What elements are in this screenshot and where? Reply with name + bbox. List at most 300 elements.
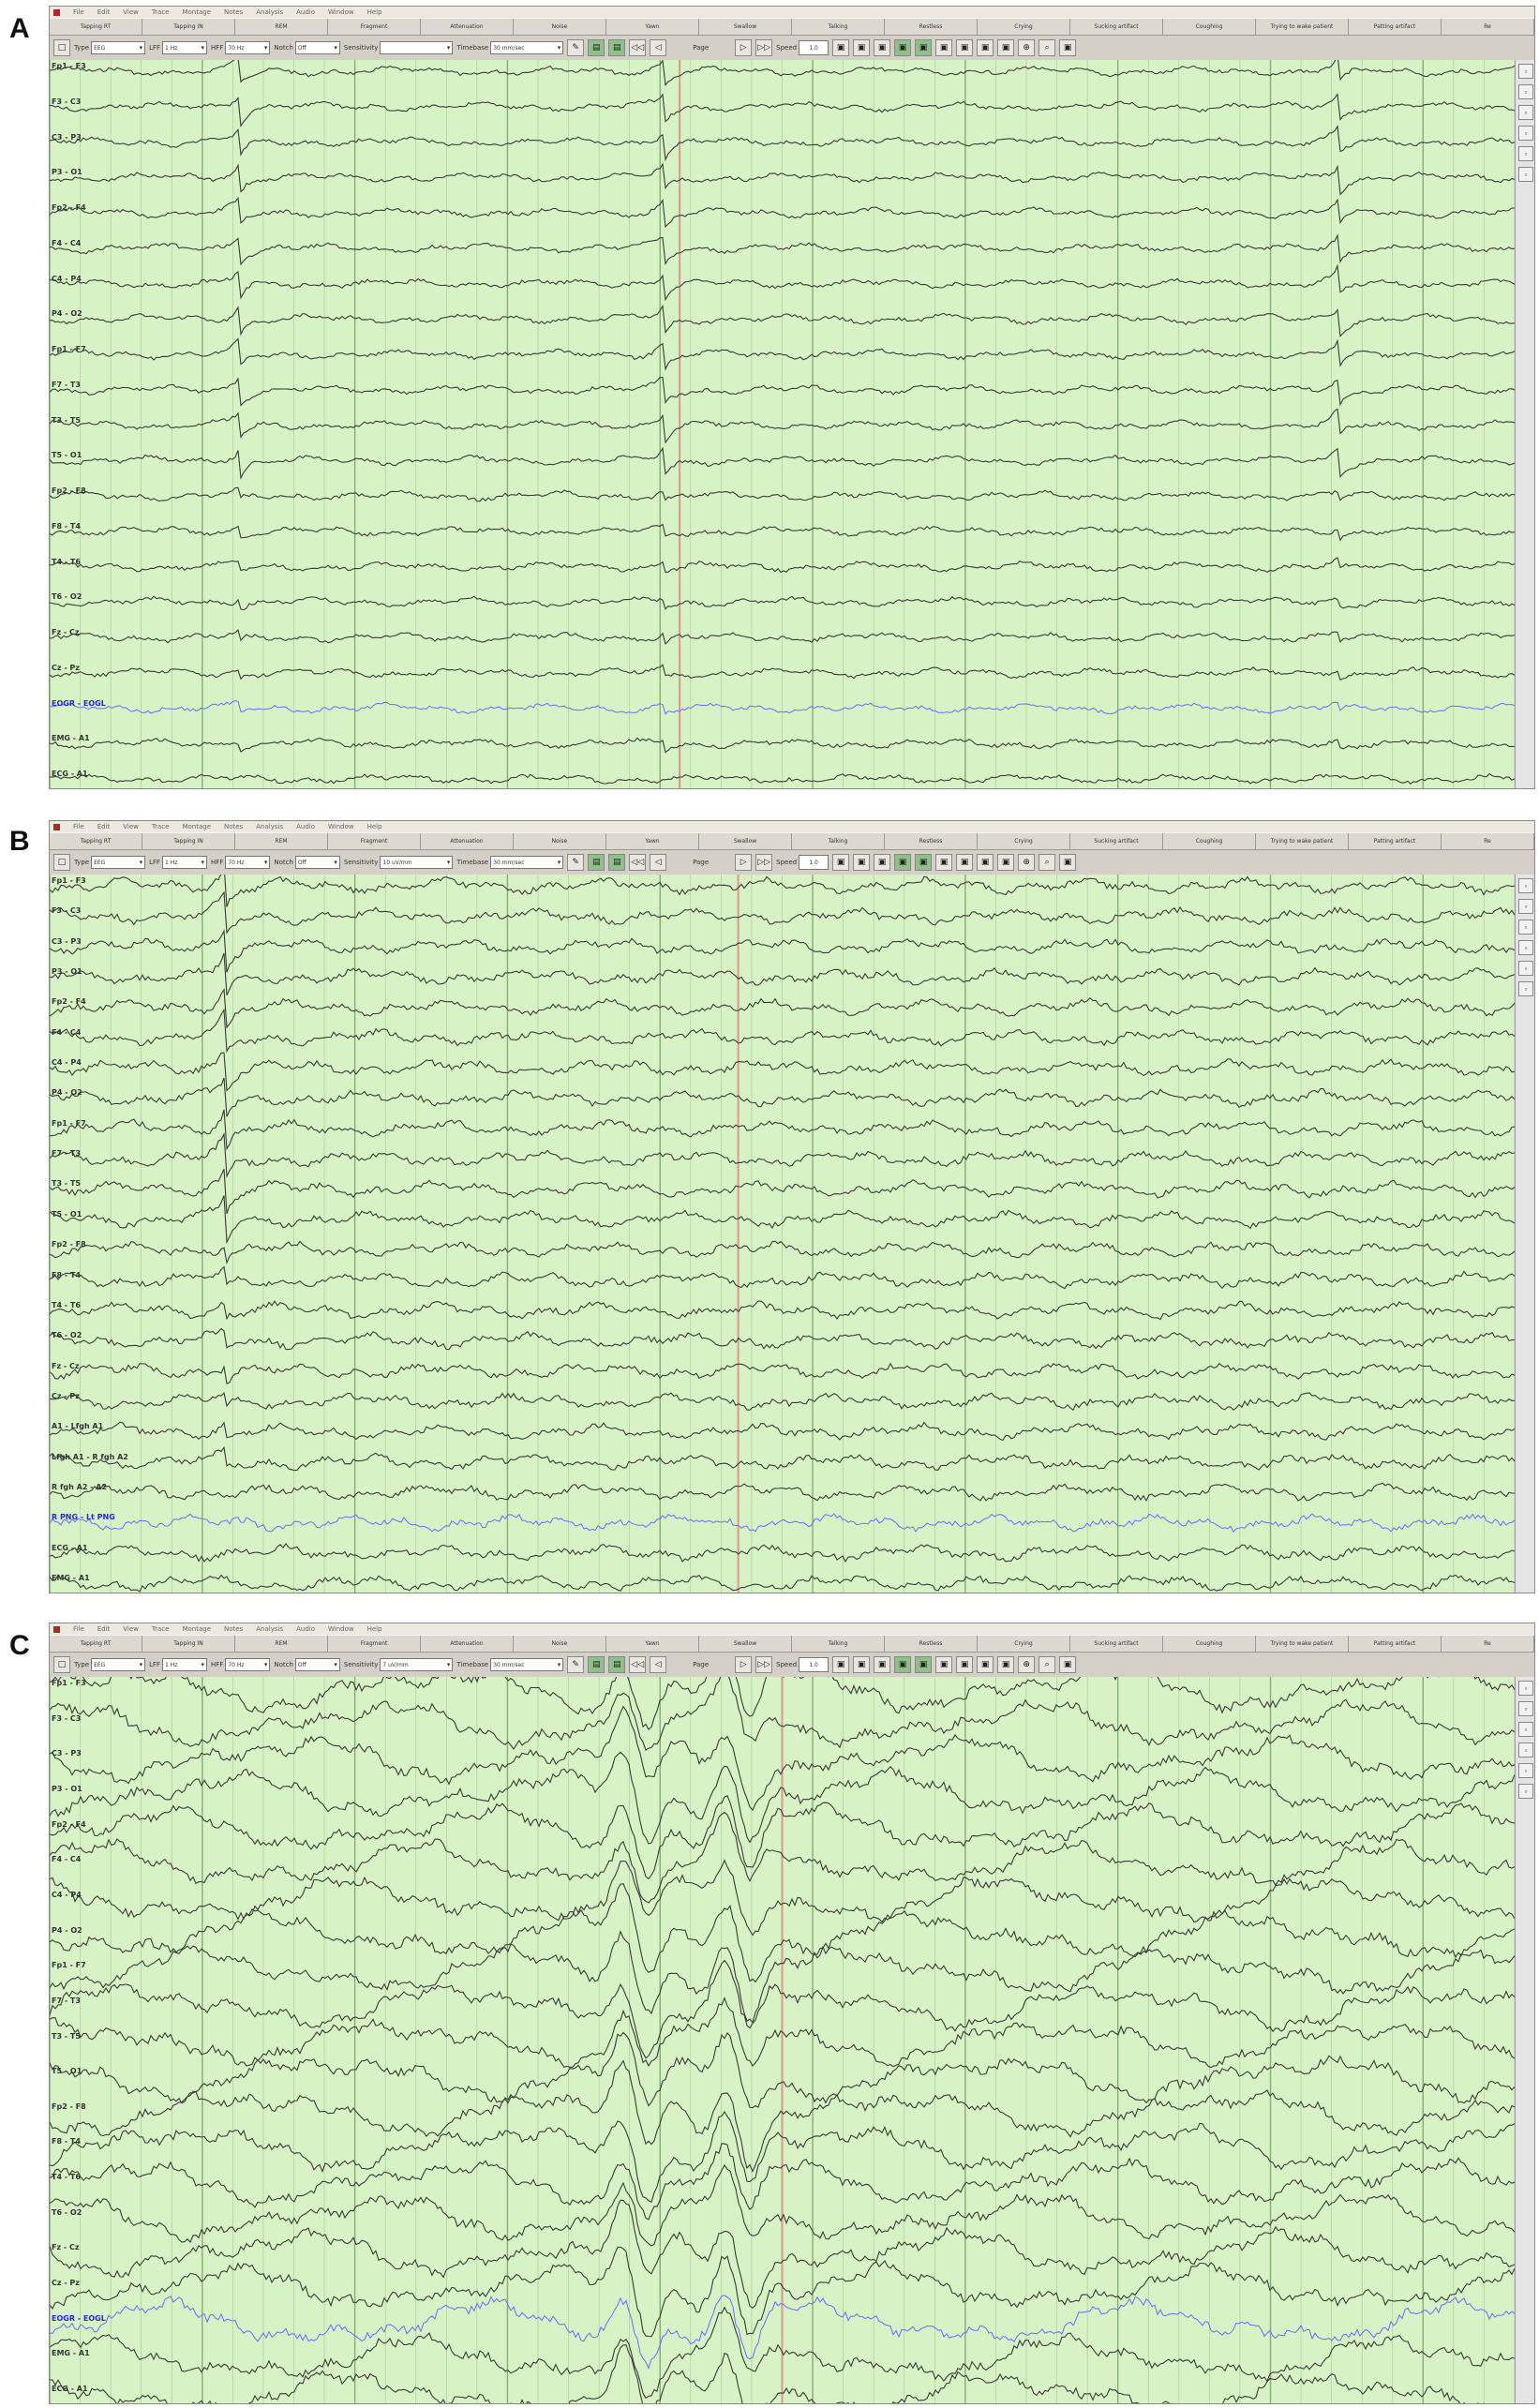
channel-label: C3 - P3 bbox=[52, 1749, 82, 1758]
lff-label: LFF bbox=[149, 44, 161, 52]
fast-forward-icon[interactable]: ▷▷ bbox=[755, 39, 772, 56]
sensitivity-select[interactable] bbox=[380, 41, 453, 54]
hff-control bbox=[211, 41, 270, 54]
channel-label: P3 - O1 bbox=[52, 1784, 82, 1793]
side-tool-strip bbox=[1515, 60, 1535, 789]
sensitivity-control bbox=[344, 1658, 453, 1671]
search-icon[interactable]: ⌕ bbox=[1038, 854, 1055, 871]
event-button-row bbox=[50, 832, 1534, 850]
menu-item[interactable]: View bbox=[123, 823, 139, 830]
scale-down-icon[interactable]: ▫ bbox=[1518, 1701, 1533, 1716]
type-select[interactable] bbox=[91, 1658, 145, 1671]
channel-label: T6 - O2 bbox=[52, 592, 82, 602]
channel-label: EOGR - EOGL bbox=[52, 2313, 106, 2323]
channel-label: T3 - T5 bbox=[52, 1179, 81, 1189]
toolbar bbox=[50, 1653, 1534, 1678]
channel-label: Fp2 - F4 bbox=[52, 1819, 86, 1829]
spike-icon[interactable]: ▣ bbox=[853, 1656, 870, 1673]
event-button[interactable]: Trying to wake patient bbox=[1256, 833, 1349, 849]
menu-item[interactable]: Analysis bbox=[256, 8, 284, 16]
channel-label: F8 - T4 bbox=[52, 1270, 81, 1279]
speed-value: 1.0 bbox=[809, 859, 818, 866]
event-icon[interactable]: ▤ bbox=[608, 39, 625, 56]
menu-item[interactable]: File bbox=[73, 823, 84, 830]
event-button[interactable]: Coughing bbox=[1163, 19, 1256, 35]
event-button-row bbox=[50, 1635, 1534, 1653]
spectrum-icon[interactable]: ▣ bbox=[956, 854, 973, 871]
speed-value: 1.0 bbox=[809, 44, 818, 52]
lff-label: LFF bbox=[149, 859, 161, 866]
notch-control bbox=[274, 856, 340, 869]
timebase-control bbox=[456, 41, 563, 54]
zoom-icon[interactable]: ⊕ bbox=[1018, 854, 1035, 871]
event-button[interactable]: Noise bbox=[514, 1636, 606, 1652]
menu-item[interactable]: Montage bbox=[182, 8, 212, 16]
event-button[interactable]: REM bbox=[235, 833, 328, 849]
channel-label: F3 - C3 bbox=[52, 97, 82, 106]
event-button[interactable]: Sucking artifact bbox=[1070, 19, 1163, 35]
channel-label: Lfgh A1 - R fgh A2 bbox=[52, 1452, 128, 1461]
hff-label: HFF bbox=[211, 44, 224, 52]
channel-icon[interactable]: ▫ bbox=[1518, 1784, 1533, 1799]
menu-bar bbox=[50, 821, 1534, 832]
event-button[interactable]: Patting artifact bbox=[1349, 19, 1442, 35]
gain-icon[interactable]: ▣ bbox=[874, 39, 890, 56]
channel-label: Fp2 - F8 bbox=[52, 2101, 86, 2111]
amplitude-icon[interactable]: ▫ bbox=[1518, 940, 1533, 955]
fast-forward-icon[interactable]: ▷▷ bbox=[755, 854, 772, 871]
scale-up-icon[interactable]: ▫ bbox=[1518, 1681, 1533, 1696]
menu-item[interactable]: Edit bbox=[97, 823, 111, 830]
video-icon[interactable]: ▣ bbox=[997, 854, 1014, 871]
menu-bar bbox=[50, 1623, 1534, 1635]
type-value: EEG bbox=[94, 44, 106, 52]
menu-item[interactable]: Help bbox=[366, 823, 382, 830]
type-select[interactable] bbox=[91, 41, 145, 54]
panel-letter: A bbox=[9, 13, 30, 44]
fast-forward-icon[interactable]: ▷▷ bbox=[755, 1656, 772, 1673]
event-button[interactable]: Sucking artifact bbox=[1070, 833, 1163, 849]
channel-label: Fz - Cz bbox=[52, 1361, 80, 1370]
hff-value: 70 Hz bbox=[228, 44, 245, 52]
amplitude-icon[interactable]: ▫ bbox=[1518, 126, 1533, 141]
event-button[interactable]: Trying to wake patient bbox=[1256, 1636, 1349, 1652]
event-icon[interactable]: ▤ bbox=[588, 39, 605, 56]
channel-label: Fp2 - F4 bbox=[52, 997, 86, 1007]
channel-label: Fp1 - F3 bbox=[52, 1679, 86, 1687]
lff-control bbox=[149, 1658, 207, 1671]
speed-field[interactable] bbox=[799, 1657, 829, 1672]
sensitivity-control bbox=[344, 41, 453, 54]
overlay-icon[interactable]: ▣ bbox=[915, 1656, 932, 1673]
channel-label: P4 - O2 bbox=[52, 1925, 82, 1935]
eeg-viewer-window bbox=[49, 820, 1535, 1593]
type-control bbox=[74, 1658, 145, 1671]
sensitivity-control bbox=[344, 856, 453, 869]
menu-item[interactable]: Edit bbox=[97, 8, 111, 16]
timebase-value: 30 mm/sec bbox=[493, 859, 525, 866]
measure-icon[interactable]: ▣ bbox=[1059, 854, 1076, 871]
hff-select[interactable] bbox=[225, 1658, 270, 1671]
type-select[interactable] bbox=[91, 856, 145, 869]
trend-icon[interactable]: ▣ bbox=[977, 1656, 994, 1673]
lff-value: 1 Hz bbox=[165, 1661, 178, 1668]
event-icon[interactable]: ▤ bbox=[588, 854, 605, 871]
search-icon[interactable]: ⌕ bbox=[1038, 1656, 1055, 1673]
channel-label: ECG - A1 bbox=[52, 1543, 88, 1552]
lff-select[interactable] bbox=[162, 1658, 207, 1671]
event-button[interactable]: Noise bbox=[514, 833, 606, 849]
speed-field[interactable] bbox=[799, 40, 829, 55]
event-button[interactable]: Swallow bbox=[699, 833, 792, 849]
marker-icon[interactable]: ✎ bbox=[567, 39, 584, 56]
side-tool-strip bbox=[1515, 1677, 1535, 2404]
speed-control bbox=[776, 855, 829, 870]
scale-up-icon[interactable]: ▫ bbox=[1518, 878, 1533, 893]
timebase-select[interactable] bbox=[490, 856, 563, 869]
sensitivity-value: 7 uV/mm bbox=[382, 1661, 409, 1668]
event-button[interactable]: Noise bbox=[514, 19, 606, 35]
hff-value: 70 Hz bbox=[228, 859, 245, 866]
event-button[interactable]: REM bbox=[235, 1636, 328, 1652]
hff-label: HFF bbox=[211, 859, 224, 866]
panel-a bbox=[0, 0, 1539, 792]
event-list-icon[interactable]: ▣ bbox=[894, 1656, 911, 1673]
channel-label: F7 - T3 bbox=[52, 1149, 81, 1159]
search-icon[interactable]: ⌕ bbox=[1038, 39, 1055, 56]
event-button[interactable]: Yawn bbox=[606, 833, 699, 849]
timebase-label: Timebase bbox=[456, 859, 489, 866]
amplitude-icon[interactable]: ▫ bbox=[1518, 105, 1533, 120]
event-button[interactable]: Restless bbox=[885, 1636, 978, 1652]
notch-control bbox=[274, 41, 340, 54]
timebase-select[interactable] bbox=[490, 41, 563, 54]
channel-label: C3 - P3 bbox=[52, 132, 82, 142]
scale-down-icon[interactable]: ▫ bbox=[1518, 899, 1533, 914]
play-icon[interactable]: ▷ bbox=[735, 1656, 752, 1673]
notch-select[interactable] bbox=[295, 856, 340, 869]
channel-label: Fp1 - F7 bbox=[52, 1961, 86, 1970]
timebase-label: Timebase bbox=[456, 1661, 489, 1668]
sensitivity-label: Sensitivity bbox=[343, 44, 379, 52]
event-button[interactable]: Coughing bbox=[1163, 1636, 1256, 1652]
timebase-label: Timebase bbox=[456, 44, 489, 52]
spectrum-icon[interactable]: ▣ bbox=[956, 1656, 973, 1673]
event-button[interactable]: Sucking artifact bbox=[1070, 1636, 1163, 1652]
overlay-icon[interactable]: ▣ bbox=[915, 39, 932, 56]
gain-icon[interactable]: ▣ bbox=[874, 1656, 890, 1673]
menu-item[interactable]: File bbox=[73, 1625, 84, 1633]
channel-label: F8 - T4 bbox=[52, 2137, 81, 2146]
channel-label: T4 - T6 bbox=[52, 557, 81, 566]
amplitude-icon[interactable]: ▫ bbox=[1518, 1742, 1533, 1757]
event-button[interactable]: Talking bbox=[792, 19, 885, 35]
sensitivity-select[interactable] bbox=[380, 856, 453, 869]
event-button[interactable]: Tapping RT bbox=[50, 19, 142, 35]
event-button[interactable]: Restless bbox=[885, 833, 978, 849]
event-button[interactable]: Tapping RT bbox=[50, 833, 142, 849]
event-button[interactable]: Coughing bbox=[1163, 833, 1256, 849]
channel-label: Cz - Pz bbox=[52, 2279, 80, 2288]
channel-label: Fp1 - F3 bbox=[52, 876, 86, 885]
notch-label: Notch bbox=[274, 44, 293, 52]
channel-label: F8 - T4 bbox=[52, 521, 81, 531]
speed-control bbox=[776, 1657, 829, 1672]
menu-item[interactable]: Montage bbox=[182, 823, 212, 830]
event-button[interactable]: Swallow bbox=[699, 19, 792, 35]
eeg-trace-svg[interactable] bbox=[50, 1677, 1535, 2404]
gain-icon[interactable]: ▣ bbox=[874, 854, 890, 871]
type-control bbox=[74, 856, 145, 869]
channel-label: T5 - O1 bbox=[52, 1209, 82, 1219]
event-icon[interactable]: ▤ bbox=[608, 1656, 625, 1673]
filter-icon[interactable]: ▣ bbox=[832, 39, 849, 56]
trend-icon[interactable]: ▣ bbox=[977, 854, 994, 871]
menu-item[interactable]: File bbox=[73, 8, 84, 16]
rewind-icon[interactable]: ◁◁ bbox=[629, 39, 646, 56]
event-button[interactable]: Yawn bbox=[606, 1636, 699, 1652]
menu-item[interactable]: Trace bbox=[151, 8, 170, 16]
app-icon bbox=[53, 1626, 60, 1633]
map-icon[interactable]: ▣ bbox=[935, 39, 952, 56]
back-icon[interactable]: ◁ bbox=[650, 1656, 666, 1673]
overlay-icon[interactable]: ▣ bbox=[915, 854, 932, 871]
video-icon[interactable]: ▣ bbox=[997, 1656, 1014, 1673]
event-button[interactable]: Crying bbox=[978, 19, 1070, 35]
channel-label: T6 - O2 bbox=[52, 2207, 82, 2217]
scale-down-icon[interactable]: ▫ bbox=[1518, 84, 1533, 99]
amplitude-icon[interactable]: ▫ bbox=[1518, 146, 1533, 161]
event-button[interactable]: Restless bbox=[885, 19, 978, 35]
eeg-trace-svg[interactable] bbox=[50, 60, 1535, 789]
timebase-select[interactable] bbox=[490, 1658, 563, 1671]
lff-select[interactable] bbox=[162, 41, 207, 54]
back-icon[interactable]: ◁ bbox=[650, 854, 666, 871]
channel-label: F3 - C3 bbox=[52, 1713, 82, 1723]
event-button[interactable]: Talking bbox=[792, 833, 885, 849]
speed-control bbox=[776, 40, 829, 55]
event-button[interactable]: Patting artifact bbox=[1349, 833, 1442, 849]
montage-icon[interactable]: □ bbox=[53, 39, 70, 56]
menu-item[interactable]: Trace bbox=[151, 823, 170, 830]
eeg-trace-svg[interactable] bbox=[50, 875, 1535, 1593]
menu-item[interactable]: Audio bbox=[296, 8, 315, 16]
speed-label: Speed bbox=[776, 1661, 798, 1668]
menu-item[interactable]: Help bbox=[366, 8, 382, 16]
notch-control bbox=[274, 1658, 340, 1671]
event-button[interactable]: Re bbox=[1442, 1636, 1534, 1652]
menu-item[interactable]: Notes bbox=[224, 823, 244, 830]
channel-label: ECG - A1 bbox=[52, 770, 88, 778]
menu-item[interactable]: Window bbox=[328, 8, 354, 16]
eeg-trace-area[interactable] bbox=[50, 1677, 1535, 2404]
channel-label: R fgh A2 - A2 bbox=[52, 1482, 108, 1491]
event-button[interactable]: Tapping IN bbox=[142, 1636, 235, 1652]
amplitude-icon[interactable]: ▫ bbox=[1518, 1722, 1533, 1737]
event-list-icon[interactable]: ▣ bbox=[894, 39, 911, 56]
lff-label: LFF bbox=[149, 1661, 161, 1668]
channel-label: EMG - A1 bbox=[52, 2349, 90, 2358]
menu-item[interactable]: Window bbox=[328, 823, 354, 830]
channel-label: T5 - O1 bbox=[52, 451, 82, 460]
eeg-trace-area[interactable] bbox=[50, 60, 1535, 789]
map-icon[interactable]: ▣ bbox=[935, 854, 952, 871]
channel-label: EOGR - EOGL bbox=[52, 698, 106, 708]
event-list-icon[interactable]: ▣ bbox=[894, 854, 911, 871]
trend-icon[interactable]: ▣ bbox=[977, 39, 994, 56]
menu-bar bbox=[50, 7, 1534, 18]
spectrum-icon[interactable]: ▣ bbox=[956, 39, 973, 56]
channel-label: P4 - O2 bbox=[52, 309, 82, 319]
type-control bbox=[74, 41, 145, 54]
type-label: Type bbox=[74, 1661, 90, 1668]
sensitivity-select[interactable] bbox=[380, 1658, 453, 1671]
sensitivity-label: Sensitivity bbox=[343, 859, 379, 866]
event-button[interactable]: Yawn bbox=[606, 19, 699, 35]
event-button[interactable]: Re bbox=[1442, 833, 1534, 849]
marker-icon[interactable]: ✎ bbox=[567, 1656, 584, 1673]
toolbar bbox=[50, 36, 1534, 61]
page-label: Page bbox=[693, 44, 710, 52]
lff-select[interactable] bbox=[162, 856, 207, 869]
timebase-value: 30 mm/sec bbox=[493, 44, 525, 52]
menu-item[interactable]: View bbox=[123, 8, 139, 16]
event-button[interactable]: Tapping RT bbox=[50, 1636, 142, 1652]
video-icon[interactable]: ▣ bbox=[997, 39, 1014, 56]
side-tool-strip bbox=[1515, 875, 1535, 1593]
zoom-icon[interactable]: ⊕ bbox=[1018, 1656, 1035, 1673]
event-button[interactable]: REM bbox=[235, 19, 328, 35]
spike-icon[interactable]: ▣ bbox=[853, 39, 870, 56]
amplitude-icon[interactable]: ▫ bbox=[1518, 920, 1533, 935]
event-button[interactable]: Re bbox=[1442, 19, 1534, 35]
amplitude-icon[interactable]: ▫ bbox=[1518, 1763, 1533, 1778]
channel-label: C4 - P4 bbox=[52, 1058, 82, 1068]
channel-label: P3 - O1 bbox=[52, 168, 82, 177]
event-button[interactable]: Swallow bbox=[699, 1636, 792, 1652]
menu-item[interactable]: Window bbox=[328, 1625, 354, 1633]
sensitivity-value: 10 uV/mm bbox=[382, 859, 412, 866]
lff-control bbox=[149, 856, 207, 869]
channel-icon[interactable]: ▫ bbox=[1518, 981, 1533, 996]
menu-item[interactable]: Audio bbox=[296, 1625, 315, 1633]
filter-icon[interactable]: ▣ bbox=[832, 1656, 849, 1673]
menu-item[interactable]: Audio bbox=[296, 823, 315, 830]
event-button[interactable]: Talking bbox=[792, 1636, 885, 1652]
event-button[interactable]: Fragment bbox=[328, 1636, 421, 1652]
measure-icon[interactable]: ▣ bbox=[1059, 1656, 1076, 1673]
menu-item[interactable]: Analysis bbox=[256, 823, 284, 830]
marker-icon[interactable]: ✎ bbox=[567, 854, 584, 871]
channel-label: Fp2 - F8 bbox=[52, 486, 86, 495]
montage-icon[interactable]: □ bbox=[53, 1656, 70, 1673]
hff-label: HFF bbox=[211, 1661, 224, 1668]
channel-label: P3 - O1 bbox=[52, 967, 82, 977]
menu-item[interactable]: Trace bbox=[151, 1625, 170, 1633]
event-button[interactable]: Fragment bbox=[328, 833, 421, 849]
event-button[interactable]: Tapping IN bbox=[142, 19, 235, 35]
event-button[interactable]: Crying bbox=[978, 1636, 1070, 1652]
channel-label: T5 - O1 bbox=[52, 2067, 82, 2076]
menu-item[interactable]: Help bbox=[366, 1625, 382, 1633]
rewind-icon[interactable]: ◁◁ bbox=[629, 1656, 646, 1673]
channel-label: F3 - C3 bbox=[52, 906, 82, 916]
channel-icon[interactable]: ▫ bbox=[1518, 167, 1533, 182]
menu-item[interactable]: Analysis bbox=[256, 1625, 284, 1633]
back-icon[interactable]: ◁ bbox=[650, 39, 666, 56]
channel-label: Cz - Pz bbox=[52, 1391, 80, 1400]
event-icon[interactable]: ▤ bbox=[608, 854, 625, 871]
notch-label: Notch bbox=[274, 859, 293, 866]
montage-icon[interactable]: □ bbox=[53, 854, 70, 871]
app-icon bbox=[53, 9, 60, 16]
play-icon[interactable]: ▷ bbox=[735, 854, 752, 871]
event-button[interactable]: Attenuation bbox=[421, 1636, 514, 1652]
spike-icon[interactable]: ▣ bbox=[853, 854, 870, 871]
map-icon[interactable]: ▣ bbox=[935, 1656, 952, 1673]
event-button[interactable]: Patting artifact bbox=[1349, 1636, 1442, 1652]
channel-label: Fp1 - F7 bbox=[52, 1118, 86, 1128]
channel-label: EMG - A1 bbox=[52, 734, 90, 743]
event-button[interactable]: Attenuation bbox=[421, 833, 514, 849]
eeg-trace-area[interactable] bbox=[50, 875, 1535, 1593]
event-button[interactable]: Attenuation bbox=[421, 19, 514, 35]
channel-label: A1 - Lfgh A1 bbox=[52, 1422, 104, 1431]
channel-label: T3 - T5 bbox=[52, 415, 81, 425]
channel-label: Fp1 - F7 bbox=[52, 345, 86, 353]
channel-label: Fp2 - F4 bbox=[52, 203, 86, 212]
eeg-viewer-window bbox=[49, 6, 1535, 789]
scale-up-icon[interactable]: ▫ bbox=[1518, 64, 1533, 79]
event-button[interactable]: Fragment bbox=[328, 19, 421, 35]
channel-label: Fz - Cz bbox=[52, 628, 80, 636]
menu-item[interactable]: Notes bbox=[224, 8, 244, 16]
notch-select[interactable] bbox=[295, 1658, 340, 1671]
channel-label: Cz - Pz bbox=[52, 663, 80, 672]
event-button[interactable]: Crying bbox=[978, 833, 1070, 849]
filter-icon[interactable]: ▣ bbox=[832, 854, 849, 871]
notch-value: Off bbox=[297, 859, 306, 866]
hff-control bbox=[211, 856, 270, 869]
play-icon[interactable]: ▷ bbox=[735, 39, 752, 56]
lff-control bbox=[149, 41, 207, 54]
event-button[interactable]: Trying to wake patient bbox=[1256, 19, 1349, 35]
hff-select[interactable] bbox=[225, 856, 270, 869]
speed-label: Speed bbox=[776, 44, 798, 52]
rewind-icon[interactable]: ◁◁ bbox=[629, 854, 646, 871]
measure-icon[interactable]: ▣ bbox=[1059, 39, 1076, 56]
amplitude-icon[interactable]: ▫ bbox=[1518, 961, 1533, 976]
hff-value: 70 Hz bbox=[228, 1661, 245, 1668]
menu-item[interactable]: Notes bbox=[224, 1625, 244, 1633]
channel-label: F4 - C4 bbox=[52, 238, 82, 247]
channel-label: Fp1 - F3 bbox=[52, 62, 86, 70]
event-icon[interactable]: ▤ bbox=[588, 1656, 605, 1673]
menu-item[interactable]: Edit bbox=[97, 1625, 111, 1633]
channel-label: T3 - T5 bbox=[52, 2031, 81, 2041]
notch-value: Off bbox=[297, 1661, 306, 1668]
menu-item[interactable]: Montage bbox=[182, 1625, 212, 1633]
notch-select[interactable] bbox=[295, 41, 340, 54]
hff-select[interactable] bbox=[225, 41, 270, 54]
zoom-icon[interactable]: ⊕ bbox=[1018, 39, 1035, 56]
notch-label: Notch bbox=[274, 1661, 293, 1668]
event-button[interactable]: Tapping IN bbox=[142, 833, 235, 849]
eeg-viewer-window bbox=[49, 1623, 1535, 2404]
menu-item[interactable]: View bbox=[123, 1625, 139, 1633]
speed-field[interactable] bbox=[799, 855, 829, 870]
timebase-value: 30 mm/sec bbox=[493, 1661, 525, 1668]
